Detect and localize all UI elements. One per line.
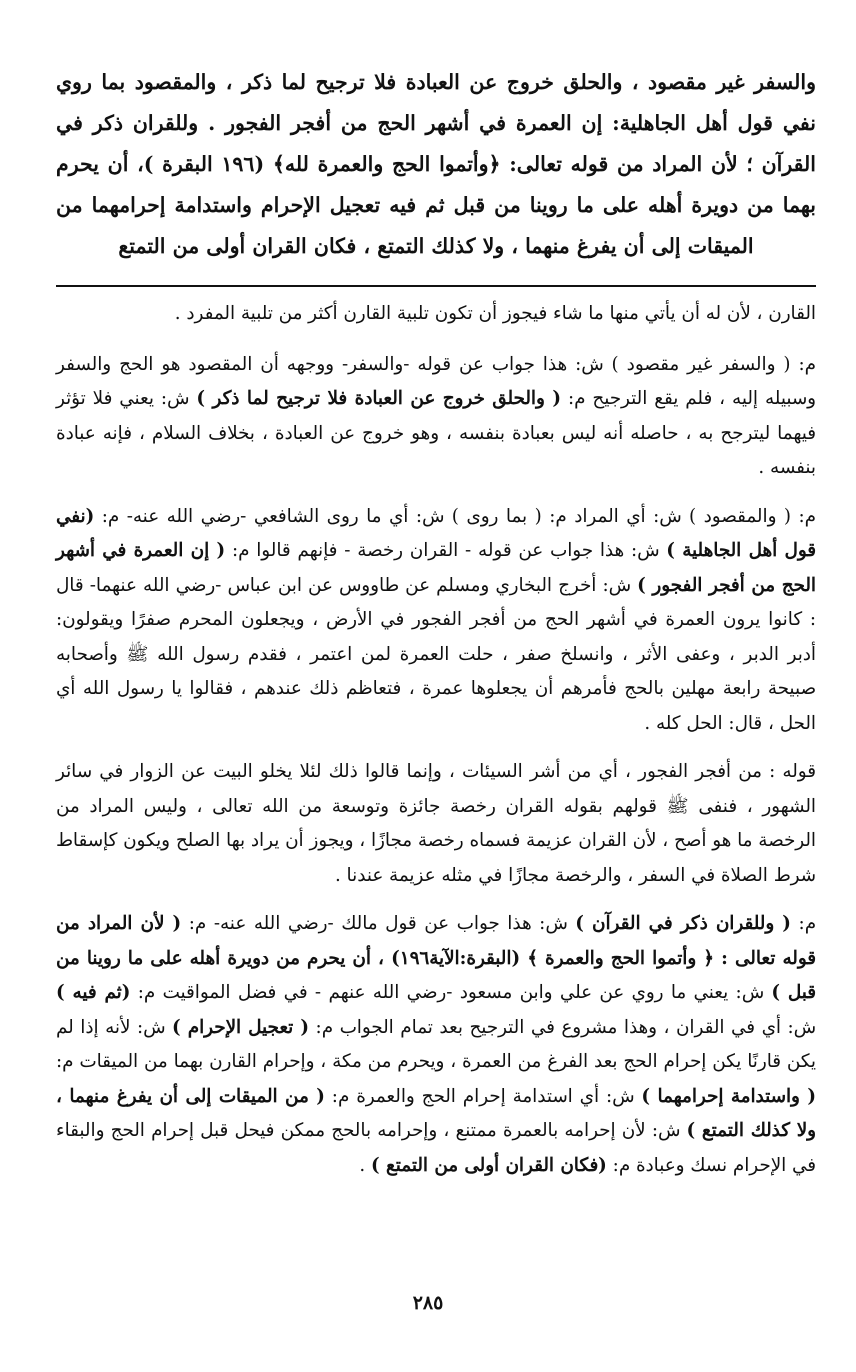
matn-quote: ( والحلق خروج عن العبادة فلا ترجيح لما ذكر ) xyxy=(196,388,562,409)
commentary-text: ش: أي في القران ، وهذا مشروع في الترجيح بعد تمام الجواب م: xyxy=(309,1016,816,1038)
commentary-paragraph xyxy=(56,755,816,893)
commentary-text: م: ( والسفر غير مقصود ) ش: هذا جواب عن قوله -والسفر- ووجهه أن المقصود هو الحج والسفر وسبيله إليه ، فلم يقع الترجيح م: xyxy=(56,353,816,409)
matn-quote: ( تعجيل الإحرام ) xyxy=(172,1016,309,1038)
commentary-text: م: ( والمقصود ) ش: أي المراد م: ( بما روى ) ش: أي ما روى الشافعي -رضي الله عنه- م: xyxy=(94,505,816,527)
matn-quote: (فكان القران أولى من التمتع ) xyxy=(370,1154,607,1176)
commentary-text: ش: يعني ما روي عن علي وابن مسعود -رضي الله عنهم - في فضل المواقيت م: xyxy=(130,982,772,1003)
commentary-paragraph xyxy=(56,907,816,1183)
matn-quote: ( لأن المراد من قوله تعالى : ﴿ وأتموا الحج والعمرة ﴾ (البقرة:الآية١٩٦) ، أن يحرم من دويرة أهله على ما روينا من قبل ) xyxy=(56,913,817,1003)
commentary-text: ش: هذا جواب عن قول مالك -رضي الله عنه- م: xyxy=(181,913,576,934)
commentary-text: م: xyxy=(790,913,817,934)
commentary-text: ش: لأن إحرامه بالعمرة ممتنع ، وإحرامه بالحج ممكن فيحل قبل إحرام الحج والبقاء في الإحرام نسك وعبادة م: xyxy=(56,1120,816,1176)
commentary-sharh xyxy=(56,297,816,1183)
commentary-paragraph xyxy=(56,297,816,332)
commentary-paragraph xyxy=(56,348,816,486)
commentary-paragraph xyxy=(56,500,816,742)
matn-quote: ( وللقران ذكر في القرآن ) xyxy=(575,913,791,934)
separator-line xyxy=(56,285,816,287)
commentary-text: ش: هذا جواب عن قوله - القران رخصة - فإنهم قالوا م: xyxy=(225,540,667,561)
matn-quote: (ثم فيه ) xyxy=(56,982,131,1003)
commentary-text: ش: لأنه إذا لم يكن قارنًا يكن إحرام الحج بعد الفرغ من العمرة ، ويحرم من مكة ، وإحرام القارن بهما من الميقات م: xyxy=(56,1016,816,1072)
matn-quote: (نفي قول أهل الجاهلية ) xyxy=(56,505,816,561)
commentary-text: ش: أخرج البخاري ومسلم عن طاووس عن ابن عباس -رضي الله عنهما- قال : كانوا يرون العمرة في أشهر الحج من أفجر الفجور في الأرض ، ويجعلون المحرم صفرًا ويقولون: أدبر الدبر ، وعفى الأثر ، وانسلخ صفر ، حلت العمرة لمن اعتمر ، فقدم رسول الله ﷺ وأصحابه صبيحة رابعة مهلين بالحج فأمرهم أن يجعلوها عمرة ، فتعاظم ذلك عندهم ، فقالوا يا رسول الله أي الحل ، قال: الحل كله . xyxy=(56,574,816,734)
commentary-text: قوله : من أفجر الفجور ، أي من أشر السيئات ، وإنما قالوا ذلك لئلا يخلو البيت عن الزوار في سائر الشهور ، فنفى ﷺ قولهم بقوله القران رخصة جائزة وتوسعة من الله تعالى ، وليس المراد من الرخصة ما هو أصح ، لأن القران عزيمة فسماه رخصة مجازًا ، ويجوز أن يراد بها الصلح ويكون كإسقاط شرط الصلاة في السفر ، والرخصة مجازًا في مثله عزيمة عندنا . xyxy=(56,761,816,886)
matn-quote: ( واستدامة إحرامهما ) xyxy=(641,1085,816,1107)
matn-quote: ( من الميقات إلى أن يفرغ منهما ، ولا كذلك التمتع ) xyxy=(56,1085,816,1141)
matn-quote: ( إن العمرة في أشهر الحج من أفجر الفجور ) xyxy=(56,540,816,596)
page-number: ٢٨٥ xyxy=(412,1292,444,1314)
commentary-text: القارن ، لأن له أن يأتي منها ما شاء فيجوز أن تكون تلبية القارن أكثر من تلبية المفرد . xyxy=(174,303,816,324)
commentary-text: . xyxy=(359,1154,371,1176)
main-text-matn: والسفر غير مقصود ، والحلق خروج عن العبادة فلا ترجيح لما ذكر ، والمقصود بما روي نفي قول أهل الجاهلية: إن العمرة في أشهر الحج من أفجر الفجور . وللقران ذكر في القرآن ؛ لأن المراد من قوله تعالى: ﴿وأتموا الحج والعمرة لله﴾ (١٩٦ البقرة )، أن يحرم بهما من دويرة أهله على ما روينا من قبل ثم فيه تعجيل الإحرام واستدامة إحرامهما من الميقات إلى أن يفرغ منهما ، ولا كذلك التمتع ، فكان القران أولى من التمتع xyxy=(56,70,816,258)
commentary-text: ش: يعني فلا تؤثر فيهما ليترجح به ، حاصله أنه ليس بعبادة بنفسه ، وهو خروج عن العبادة ، بخلاف السلام ، فإنه عبادة بنفسه . xyxy=(56,388,816,478)
commentary-text: ش: أي استدامة إحرام الحج والعمرة م: xyxy=(324,1085,642,1107)
